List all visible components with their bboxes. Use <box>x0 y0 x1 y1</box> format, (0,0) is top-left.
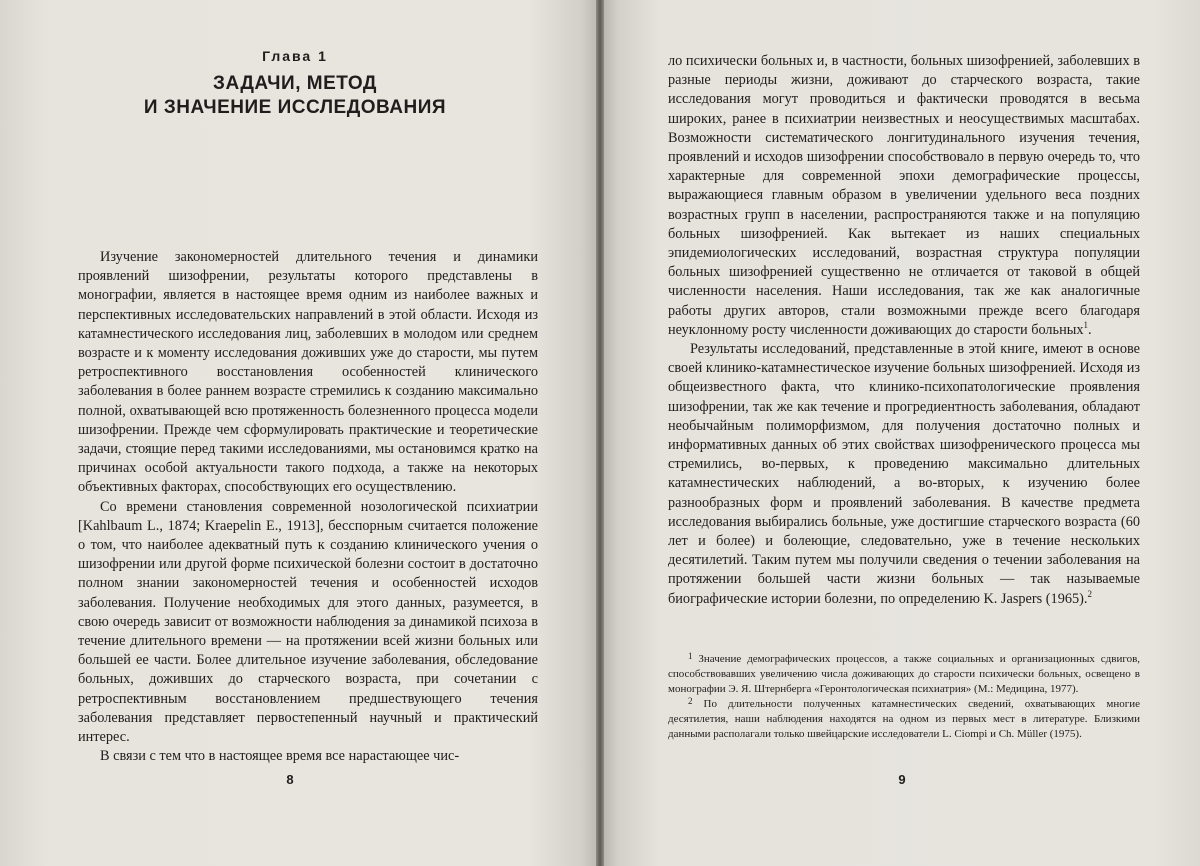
footnote-ref-1: 1 <box>1083 320 1088 331</box>
chapter-label: Глава 1 <box>262 48 328 64</box>
footnote-2-number: 2 <box>688 696 693 706</box>
footnote-2-text: По длительности полученных катамнестических сведений, охватывающих многие десятилетия, наши наблюдения находятся на одном из первых мест в литературе. Близкими данными располагали только швейцарские исследователи L. Ciompi и Ch. Müller (1975). <box>668 698 1141 740</box>
left-paragraph-3: В связи с тем что в настоящее время все нарастающее чис- <box>100 748 460 765</box>
footnotes <box>668 652 1140 742</box>
book-gutter <box>596 0 604 866</box>
page-number-right: 9 <box>898 772 906 787</box>
left-paragraph-1: Изучение закономерностей длительного течения и динамики проявлений шизофрении, результаты которого представлены в монографии, является в настоящее время одним из наиболее важных и перспективных исследовательских направлений в этой области. Исходя из катамнестического исследования лиц, заболевших в молодом или среднем возрасте и к моменту исследования доживших уже до старости, мы путем ретроспективного восстановления особенностей клинического заболевания в более раннем возрасте стремились к созданию максимально полной, охватывающей всю протяженность болезненного процесса модели шизофрении. Прежде чем сформулировать практические и теоретические задачи, стоящие перед такими исследованиями, мы остановимся кратко на причинах особой актуальности такого подхода, а также на некоторых объективных факторах, способствующих его осуществлению. <box>78 249 538 496</box>
right-page <box>600 0 1200 866</box>
left-paragraph-2: Со времени становления современной нозологической психиатрии [Kahlbaum L., 1874; Kraepelin E., 1913], бесспорным считается положение о том, что наиболее адекватный путь к созданию клинического учения о шизофрении или другой форме психической болезни состоит в достаточно полном знании закономерностей течения и особенностей исходов заболевания. Получение необходимых для этого данных, разумеется, в свою очередь зависит от возможности наблюдения за динамикой психоза в течение длительного времени — на протяжении всей жизни больных или большей ее части. Более длительное изучение заболевания, обследование больных, доживших до старческого возраста, при сочетании с ретроспективным восстановлением предшествующего течения заболевания представляет первостепенный научный и практический интерес. <box>78 498 538 746</box>
chapter-title <box>60 72 530 120</box>
footnote-2 <box>668 697 1140 742</box>
right-paragraph-1: ло психически больных и, в частности, больных шизофренией, заболевших в разные периоды жизни, доживают до старческого возраста, такие исследования могут проводиться и фактически проводятся в весьма широких, ранее в психиатрии неизвестных и неосуществимых масштабах. Возможности систематического лонгитудинального изучения течения, проявлений и исходов шизофрении способствовало в первую очередь то, что характерные для современной эпохи демографические процессы, выражающиеся главным образом в увеличении удельного веса поздних возрастных групп в населении, распространяются также и на популяцию больных шизофренией. Как вытекает из наших специальных эпидемиологических исследований, возрастная структура популяции больных шизофренией существенно не отличается от таковой в общей численности населения. Наши исследования, так же как аналогичные работы других авторов, стали возможными прежде всего благодаря неуклонному росту численности доживающих до старости больных$^1$. <box>668 53 1140 338</box>
right-body-text <box>668 52 1140 609</box>
right-paragraph-2 <box>668 340 1140 609</box>
footnote-ref-2: 2 <box>1087 588 1092 599</box>
footnote-1 <box>668 652 1140 697</box>
page-number-left: 8 <box>286 772 294 787</box>
left-body-text <box>78 248 538 766</box>
right-paragraph-2-text: Результаты исследований, представленные в этой книге, имеют в основе своей клинико-катамнестическое изучение больных шизофренией. Исходя из общеизвестного факта, что клинико-психопатологические проявления шизофрении, так же как течение и прогредиентность заболевания, обладают необычайным полиморфизмом, для получения достаточно полных и информативных данных об этих свойствах шизофренического процесса мы стремились, во-первых, к проведению максимально длительных катамнестических наблюдений, а во-вторых, к изучению более разнообразных форм и проявлений заболевания. В качестве предмета исследования выбирались больные, уже достигшие старческого возраста (60 лет и более) и болеющие, следовательно, уже в течение нескольких десятилетий. Таким путем мы получили сведения о течении заболевания на протяжении большей части жизни больных — так называемые биографические истории болезни, по определению K. Jaspers (1965). <box>668 341 1140 607</box>
footnote-1-text: Значение демографических процессов, а также социальных и организационных сдвигов, способствовавших увеличению числа доживающих до старости психически больных, освещено в монографии Э. Я. Штернберга «Геронтологическая психиатрия» (М.: Медицина, 1977). <box>668 653 1141 695</box>
footnote-1-number: 1 <box>688 651 693 661</box>
right-paragraph-1-text: ло психически больных и, в частности, больных шизофренией, заболевших в разные периоды жизни, доживают до старческого возраста, такие исследования могут проводиться и фактически проводятся в весьма широких, ранее в психиатрии неизвестных и неосуществимых масштабах. Возможности систематического лонгитудинального изучения течения, проявлений и исходов шизофрении способствовало в первую очередь то, что характерные для современной эпохи демографические процессы, выражающиеся главным образом в увеличении удельного веса поздних возрастных групп в населении, распространяются также и на популяцию больных шизофренией. Как вытекает из наших специальных эпидемиологических исследований, возрастная структура популяции больных шизофренией существенно не отличается от таковой в общей численности населения. Наши исследования, так же как аналогичные работы других авторов, стали возможными прежде всего благодаря неуклонному росту численности доживающих до старости больных <box>668 53 1140 338</box>
chapter-title-line2: И ЗНАЧЕНИЕ ИССЛЕДОВАНИЯ <box>143 97 447 118</box>
chapter-title-line1: ЗАДАЧИ, МЕТОД <box>213 73 377 94</box>
